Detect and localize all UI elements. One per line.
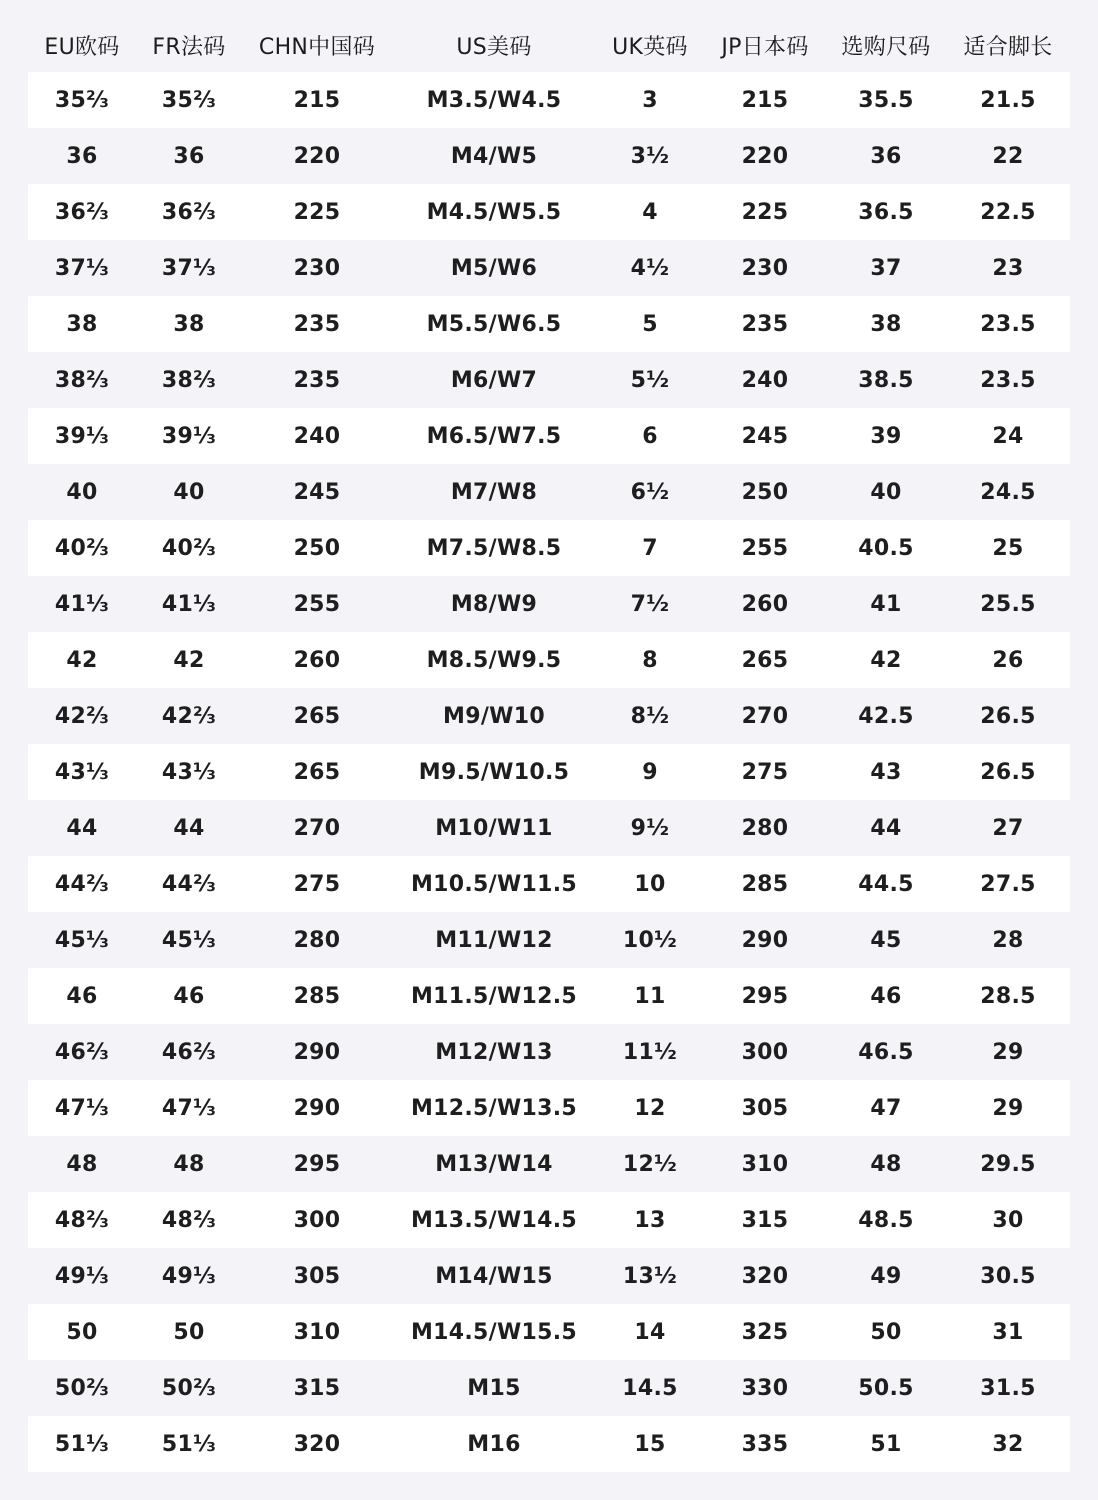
foot-length-cell: 27 [992,815,1024,841]
foot-length-cell: 23.5 [980,367,1036,393]
foot-length-cell: 28 [992,927,1024,953]
foot-length-cell: 32 [992,1431,1024,1457]
chn-size-cell: 225 [293,199,341,225]
us-size-cell: M4/W5 [450,143,538,169]
jp-size-cell: 215 [741,87,789,113]
uk-size-cell: 4 [642,199,658,225]
jp-size-cell: 220 [741,143,789,169]
eu-size-cell: 43⅓ [54,759,110,785]
chn-size-cell: 215 [293,87,341,113]
chn-size-cell: 295 [293,1151,341,1177]
eu-size-cell: 40 [66,479,98,505]
fr-size-cell: 42 [173,647,205,673]
eu-size-cell: 38⅔ [54,367,110,393]
eu-size-cell: 51⅓ [54,1431,110,1457]
chn-size-cell: 250 [293,535,341,561]
table-row [28,352,1070,408]
us-size-cell: M14.5/W15.5 [410,1319,578,1345]
buy-size-cell: 36 [870,143,902,169]
chn-size-cell: 235 [293,311,341,337]
eu-size-cell: 36⅔ [54,199,110,225]
fr-size-cell: 46⅔ [161,1039,217,1065]
chn-size-cell: 265 [293,759,341,785]
foot-length-cell: 29.5 [980,1151,1036,1177]
chn-size-cell: 265 [293,703,341,729]
chn-size-cell: 305 [293,1263,341,1289]
buy-size-cell: 44.5 [858,871,914,897]
fr-size-cell: 50 [173,1319,205,1345]
fr-size-cell: 43⅓ [161,759,217,785]
fr-size-cell: 48 [173,1151,205,1177]
us-size-cell: M10.5/W11.5 [410,871,578,897]
jp-size-cell: 230 [741,255,789,281]
buy-size-cell: 37 [870,255,902,281]
jp-size-cell: 295 [741,983,789,1009]
eu-size-cell: 45⅓ [54,927,110,953]
foot-length-cell: 23 [992,255,1024,281]
jp-size-cell: 225 [741,199,789,225]
eu-size-cell: 46⅔ [54,1039,110,1065]
table-row [28,576,1070,632]
us-size-cell: M14/W15 [435,1263,553,1289]
buy-size-cell: 46.5 [858,1039,914,1065]
uk-size-cell: 11 [634,983,666,1009]
table-row [28,1360,1070,1416]
uk-size-cell: 15 [634,1431,666,1457]
us-size-cell: M12/W13 [435,1039,553,1065]
uk-size-cell: 14.5 [622,1375,678,1401]
table-row [28,1192,1070,1248]
uk-size-cell: 3 [642,87,658,113]
foot-length-cell: 25 [992,535,1024,561]
fr-size-cell: 51⅓ [161,1431,217,1457]
eu-size-cell: 39⅓ [54,423,110,449]
us-size-cell: M6.5/W7.5 [426,423,562,449]
us-size-cell: M13.5/W14.5 [410,1207,578,1233]
us-size-cell: M13/W14 [435,1151,553,1177]
uk-size-cell: 9 [642,759,658,785]
buy-size-cell: 36.5 [858,199,914,225]
chn-size-cell: 315 [293,1375,341,1401]
uk-size-cell: 13½ [622,1263,678,1289]
buy-size-cell: 41 [870,591,902,617]
chn-size-cell: 290 [293,1039,341,1065]
buy-size-cell: 44 [870,815,902,841]
header-jp-size: JP日本码 [721,34,809,60]
uk-size-cell: 11½ [622,1039,678,1065]
jp-size-cell: 275 [741,759,789,785]
table-row [28,800,1070,856]
chn-size-cell: 275 [293,871,341,897]
table-row [28,1304,1070,1360]
us-size-cell: M4.5/W5.5 [426,199,562,225]
table-row [28,1024,1070,1080]
foot-length-cell: 31.5 [980,1375,1036,1401]
buy-size-cell: 42.5 [858,703,914,729]
eu-size-cell: 40⅔ [54,535,110,561]
table-row [28,184,1070,240]
chn-size-cell: 260 [293,647,341,673]
fr-size-cell: 39⅓ [161,423,217,449]
header-fr-size: FR法码 [152,34,226,60]
table-header-row [28,16,1070,72]
us-size-cell: M5/W6 [450,255,538,281]
table-row [28,240,1070,296]
chn-size-cell: 270 [293,815,341,841]
fr-size-cell: 48⅔ [161,1207,217,1233]
us-size-cell: M16 [467,1431,521,1457]
table-row [28,464,1070,520]
jp-size-cell: 280 [741,815,789,841]
buy-size-cell: 42 [870,647,902,673]
uk-size-cell: 5½ [630,367,670,393]
uk-size-cell: 13 [634,1207,666,1233]
buy-size-cell: 38 [870,311,902,337]
us-size-cell: M11/W12 [435,927,553,953]
us-size-cell: M11.5/W12.5 [410,983,578,1009]
foot-length-cell: 21.5 [980,87,1036,113]
foot-length-cell: 27.5 [980,871,1036,897]
fr-size-cell: 47⅓ [161,1095,217,1121]
header-buy-size: 选购尺码 [841,34,931,60]
us-size-cell: M9/W10 [443,703,545,729]
fr-size-cell: 40 [173,479,205,505]
jp-size-cell: 250 [741,479,789,505]
jp-size-cell: 285 [741,871,789,897]
buy-size-cell: 45 [870,927,902,953]
buy-size-cell: 50 [870,1319,902,1345]
jp-size-cell: 300 [741,1039,789,1065]
buy-size-cell: 49 [870,1263,902,1289]
uk-size-cell: 5 [642,311,658,337]
uk-size-cell: 6½ [630,479,670,505]
eu-size-cell: 44 [66,815,98,841]
jp-size-cell: 260 [741,591,789,617]
jp-size-cell: 240 [741,367,789,393]
fr-size-cell: 44⅔ [161,871,217,897]
table-row [28,688,1070,744]
fr-size-cell: 41⅓ [161,591,217,617]
buy-size-cell: 48 [870,1151,902,1177]
foot-length-cell: 29 [992,1039,1024,1065]
uk-size-cell: 12½ [622,1151,678,1177]
jp-size-cell: 335 [741,1431,789,1457]
us-size-cell: M3.5/W4.5 [426,87,562,113]
table-row [28,744,1070,800]
table-body [28,72,1070,1472]
foot-length-cell: 22.5 [980,199,1036,225]
chn-size-cell: 230 [293,255,341,281]
fr-size-cell: 45⅓ [161,927,217,953]
eu-size-cell: 42 [66,647,98,673]
buy-size-cell: 43 [870,759,902,785]
header-uk-size: UK英码 [612,34,688,60]
uk-size-cell: 14 [634,1319,666,1345]
eu-size-cell: 41⅓ [54,591,110,617]
table-row [28,1136,1070,1192]
header-eu-size: EU欧码 [44,34,120,60]
eu-size-cell: 50⅔ [54,1375,110,1401]
fr-size-cell: 44 [173,815,205,841]
header-foot-length: 适合脚长 [963,34,1053,60]
chn-size-cell: 235 [293,367,341,393]
fr-size-cell: 50⅔ [161,1375,217,1401]
table-row [28,1248,1070,1304]
jp-size-cell: 290 [741,927,789,953]
table-row [28,520,1070,576]
foot-length-cell: 26 [992,647,1024,673]
table-row [28,632,1070,688]
fr-size-cell: 36 [173,143,205,169]
foot-length-cell: 29 [992,1095,1024,1121]
fr-size-cell: 49⅓ [161,1263,217,1289]
fr-size-cell: 37⅓ [161,255,217,281]
fr-size-cell: 40⅔ [161,535,217,561]
buy-size-cell: 35.5 [858,87,914,113]
uk-size-cell: 7 [642,535,658,561]
chn-size-cell: 310 [293,1319,341,1345]
eu-size-cell: 38 [66,311,98,337]
table-row [28,912,1070,968]
jp-size-cell: 270 [741,703,789,729]
foot-length-cell: 25.5 [980,591,1036,617]
uk-size-cell: 12 [634,1095,666,1121]
eu-size-cell: 46 [66,983,98,1009]
eu-size-cell: 44⅔ [54,871,110,897]
buy-size-cell: 40.5 [858,535,914,561]
buy-size-cell: 51 [870,1431,902,1457]
table-row [28,408,1070,464]
chn-size-cell: 220 [293,143,341,169]
eu-size-cell: 50 [66,1319,98,1345]
us-size-cell: M8/W9 [450,591,538,617]
foot-length-cell: 28.5 [980,983,1036,1009]
fr-size-cell: 38⅔ [161,367,217,393]
fr-size-cell: 38 [173,311,205,337]
foot-length-cell: 24.5 [980,479,1036,505]
us-size-cell: M6/W7 [450,367,538,393]
fr-size-cell: 46 [173,983,205,1009]
uk-size-cell: 6 [642,423,658,449]
header-us-size: US美码 [456,34,532,60]
table-row [28,1080,1070,1136]
table-row [28,128,1070,184]
foot-length-cell: 26.5 [980,703,1036,729]
table-row [28,296,1070,352]
us-size-cell: M5.5/W6.5 [426,311,562,337]
chn-size-cell: 240 [293,423,341,449]
chn-size-cell: 290 [293,1095,341,1121]
us-size-cell: M7/W8 [450,479,538,505]
fr-size-cell: 36⅔ [161,199,217,225]
buy-size-cell: 50.5 [858,1375,914,1401]
jp-size-cell: 320 [741,1263,789,1289]
table-row [28,968,1070,1024]
us-size-cell: M15 [467,1375,521,1401]
table-row [28,856,1070,912]
fr-size-cell: 42⅔ [161,703,217,729]
chn-size-cell: 280 [293,927,341,953]
jp-size-cell: 255 [741,535,789,561]
uk-size-cell: 10 [634,871,666,897]
jp-size-cell: 325 [741,1319,789,1345]
jp-size-cell: 245 [741,423,789,449]
eu-size-cell: 48 [66,1151,98,1177]
eu-size-cell: 36 [66,143,98,169]
eu-size-cell: 47⅓ [54,1095,110,1121]
foot-length-cell: 26.5 [980,759,1036,785]
eu-size-cell: 49⅓ [54,1263,110,1289]
chn-size-cell: 285 [293,983,341,1009]
chn-size-cell: 245 [293,479,341,505]
jp-size-cell: 310 [741,1151,789,1177]
foot-length-cell: 24 [992,423,1024,449]
buy-size-cell: 48.5 [858,1207,914,1233]
fr-size-cell: 35⅔ [161,87,217,113]
us-size-cell: M10/W11 [435,815,553,841]
table-row [28,72,1070,128]
table-row [28,1416,1070,1472]
jp-size-cell: 330 [741,1375,789,1401]
us-size-cell: M9.5/W10.5 [418,759,570,785]
foot-length-cell: 30.5 [980,1263,1036,1289]
eu-size-cell: 35⅔ [54,87,110,113]
jp-size-cell: 265 [741,647,789,673]
buy-size-cell: 40 [870,479,902,505]
eu-size-cell: 48⅔ [54,1207,110,1233]
foot-length-cell: 23.5 [980,311,1036,337]
buy-size-cell: 46 [870,983,902,1009]
buy-size-cell: 38.5 [858,367,914,393]
us-size-cell: M12.5/W13.5 [410,1095,578,1121]
uk-size-cell: 3½ [630,143,670,169]
chn-size-cell: 300 [293,1207,341,1233]
eu-size-cell: 37⅓ [54,255,110,281]
uk-size-cell: 4½ [630,255,670,281]
chn-size-cell: 255 [293,591,341,617]
size-chart-table [28,16,1070,1472]
uk-size-cell: 10½ [622,927,678,953]
buy-size-cell: 47 [870,1095,902,1121]
uk-size-cell: 8 [642,647,658,673]
eu-size-cell: 42⅔ [54,703,110,729]
foot-length-cell: 31 [992,1319,1024,1345]
chn-size-cell: 320 [293,1431,341,1457]
uk-size-cell: 8½ [630,703,670,729]
foot-length-cell: 30 [992,1207,1024,1233]
header-chn-size: CHN中国码 [258,34,376,60]
foot-length-cell: 22 [992,143,1024,169]
uk-size-cell: 7½ [630,591,670,617]
jp-size-cell: 235 [741,311,789,337]
jp-size-cell: 305 [741,1095,789,1121]
jp-size-cell: 315 [741,1207,789,1233]
us-size-cell: M8.5/W9.5 [426,647,562,673]
uk-size-cell: 9½ [630,815,670,841]
us-size-cell: M7.5/W8.5 [426,535,562,561]
buy-size-cell: 39 [870,423,902,449]
